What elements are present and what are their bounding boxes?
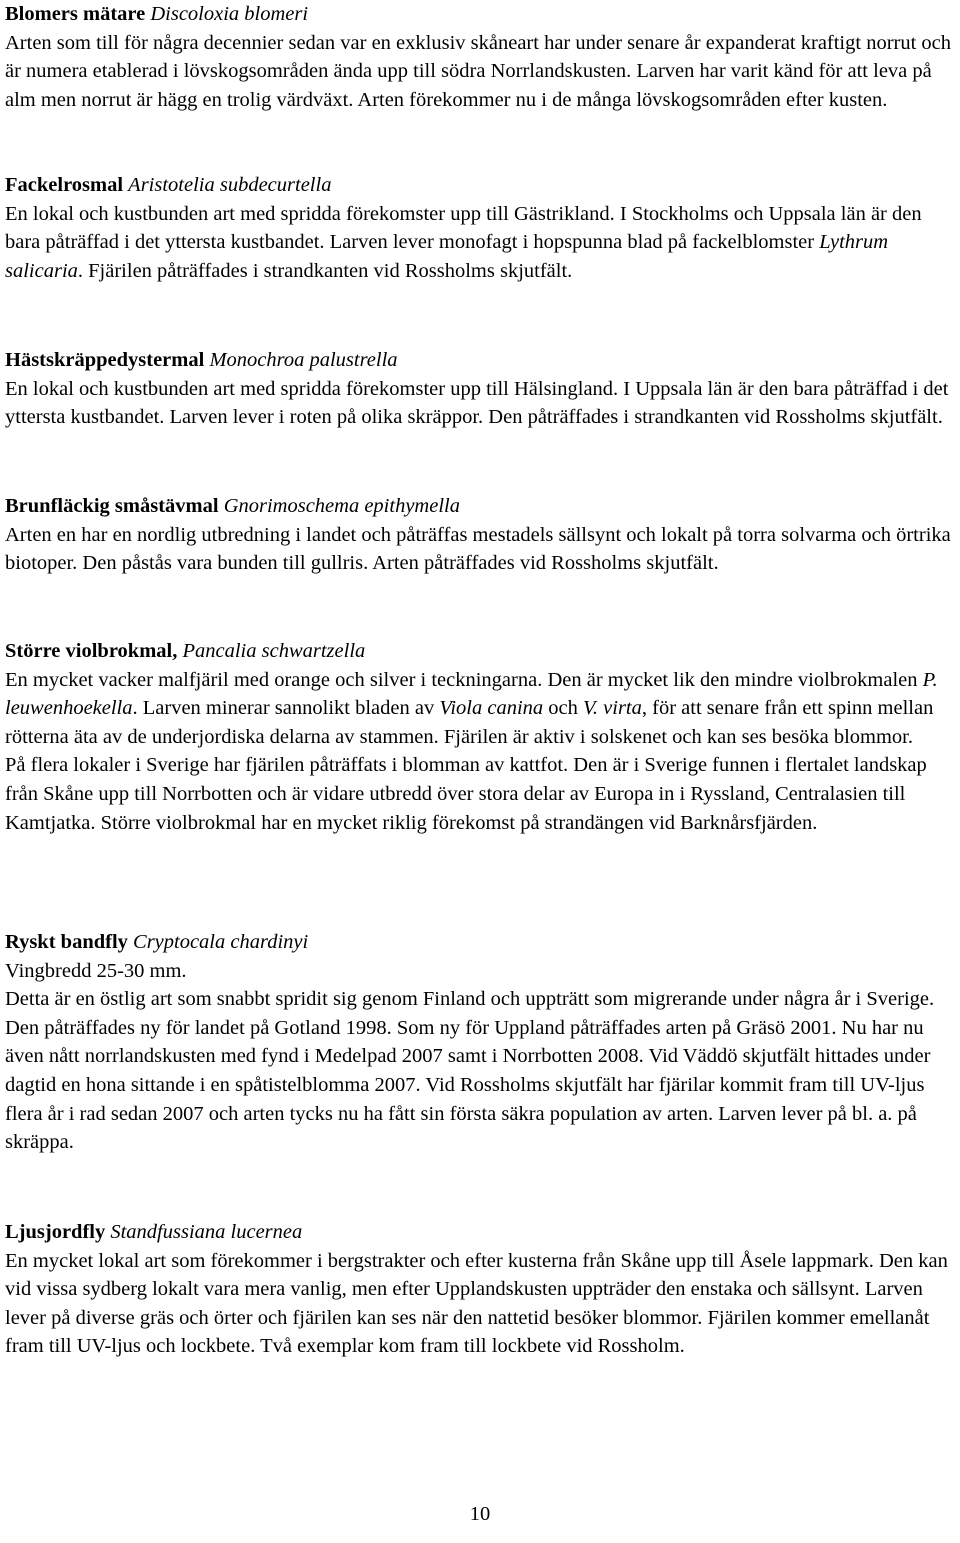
species-name: Blomers mätare bbox=[5, 3, 146, 25]
description-text: En mycket vacker malfjäril med orange och silver i teckningarna. Den är mycket lik den mindre violbrokmalen bbox=[5, 668, 923, 691]
species-latin-name: Aristotelia subdecurtella bbox=[128, 174, 332, 196]
species-name: Större violbrokmal, bbox=[5, 640, 178, 662]
description-text: och bbox=[543, 697, 584, 720]
species-description: En mycket lokal art som förekommer i bergstrakter och efter kusterna från Skåne upp till Åsele lappmark. Den kan vid vissa sydberg lokalt vara mera vanlig, men efter Upplandskusten uppträder den enstaka och sällsynt. Larven lever på diverse gräs och örter och fjärilen kan ses när den nattetid besöker blommor. Fjärilen kommer emellanåt fram till UV-ljus och lockbete. Två exemplar kom fram till lockbete vid Rossholm. bbox=[5, 1249, 948, 1358]
species-name: Fackelrosmal bbox=[5, 174, 124, 196]
description-text: . Larven minerar sannolikt bladen av bbox=[132, 697, 440, 720]
species-latin-name: Cryptocala chardinyi bbox=[133, 931, 309, 953]
species-entry-brunflackig-smastavmal bbox=[5, 492, 957, 578]
species-latin-name: Discoloxia blomeri bbox=[150, 3, 309, 25]
species-latin-name: Gnorimoschema epithymella bbox=[223, 495, 460, 517]
species-name: Ljusjordfly bbox=[5, 1221, 106, 1243]
species-name: Brunfläckig småstävmal bbox=[5, 495, 219, 517]
species-description bbox=[5, 666, 957, 752]
species-entry-hastskrappedystermal bbox=[5, 346, 957, 432]
species-heading bbox=[5, 171, 957, 200]
species-entry-storre-violbrokmal bbox=[5, 637, 957, 837]
species-description: Detta är en östlig art som snabbt spridit sig genom Finland och uppträtt som migrerande under några år i Sverige. Den påträffades ny för landet på Gotland 1998. Som ny för Uppland påträffades arten på Gräsö 2001. Nu har nu även nått norrlandskusten med fynd i Medelpad 2007 samt i Norrbotten 2008. Vid Väddö skjutfält hittades under dagtid en hona sittande i en spåtistelblomma 2007. Vid Rossholms skjutfält har fjärilar kommit fram till UV-ljus flera år i rad sedan 2007 och arten tycks nu ha fått sin första säkra population av arten. Larven lever på bl. a. på skräppa. bbox=[5, 988, 935, 1154]
species-name: Hästskräppedystermal bbox=[5, 349, 205, 371]
species-name: Ryskt bandfly bbox=[5, 931, 128, 953]
species-entry-ljusjordfly bbox=[5, 1218, 957, 1361]
species-heading bbox=[5, 928, 957, 957]
page-number: 10 bbox=[469, 1503, 491, 1525]
species-description: Arten en har en nordlig utbredning i landet och påträffas mestadels sällsynt och lokalt på torra solvarma och örtrika biotoper. Den påstås vara bunden till gullris. Arten påträffades vid Rossholms skjutfält. bbox=[5, 523, 951, 575]
species-latin-name: Pancalia schwartzella bbox=[182, 640, 366, 662]
related-species-latin: P. leuwenhoekella bbox=[5, 668, 938, 720]
host-plant-latin: Viola canina bbox=[439, 697, 544, 720]
species-entry-fackelrosmal bbox=[5, 171, 957, 285]
species-wingspan: Vingbredd 25-30 mm. bbox=[5, 959, 187, 982]
species-heading bbox=[5, 346, 957, 375]
species-description-continued: På flera lokaler i Sverige har fjärilen påträffats i blomman av kattfot. Den är i Sverige funnen i flertalet landskap från Skåne upp till Norrbotten och är vidare utbredd över stora delar av Europa in i Ryssland, Centralasien till Kamtjatka. Större violbrokmal har en mycket riklig förekomst på strandängen vid Barknårsfjärden. bbox=[5, 754, 927, 834]
description-text: En lokal och kustbunden art med spridda förekomster upp till Gästrikland. I Stockholms och Uppsala län är den bara påträffad i det yttersta kustbandet. Larven lever monofagt i hopspunna blad på fackelblomster bbox=[5, 202, 922, 254]
species-entry-blomers-matare bbox=[5, 0, 957, 114]
host-plant-latin: Lythrum salicaria bbox=[5, 231, 889, 282]
species-heading bbox=[5, 492, 957, 521]
host-plant-latin: V. virta bbox=[583, 697, 642, 720]
species-description bbox=[5, 200, 957, 286]
species-description: En lokal och kustbunden art med spridda förekomster upp till Hälsingland. I Uppsala län är den bara påträffad i det yttersta kustbandet. Larven lever i roten på olika skräppor. Den påträffades i strandkanten vid Rossholms skjutfält. bbox=[5, 377, 949, 429]
description-text: . Fjärilen påträffades i strandkanten vid Rossholms skjutfält. bbox=[77, 259, 573, 282]
species-heading bbox=[5, 0, 957, 29]
species-latin-name: Monochroa palustrella bbox=[209, 349, 398, 371]
species-entry-ryskt-bandfly bbox=[5, 928, 957, 1157]
species-description: Arten som till för några decennier sedan var en exklusiv skåneart har under senare år expanderat kraftigt norrut och är numera etablerad i lövskogsområden ända upp till södra Norrlandskusten. Larven har varit känd för att leva på alm men norrut är hägg en trolig värdväxt. Arten förekommer nu i de många lövskogsområden efter kusten. bbox=[5, 31, 952, 111]
species-latin-name: Standfussiana lucernea bbox=[110, 1221, 303, 1243]
species-heading bbox=[5, 637, 957, 666]
description-text: , för att senare från ett spinn mellan rötterna äta av de underjordiska delarna av stammen. Fjärilen är aktiv i solskenet och kan ses besöka blommor. bbox=[5, 697, 934, 748]
species-heading bbox=[5, 1218, 957, 1247]
